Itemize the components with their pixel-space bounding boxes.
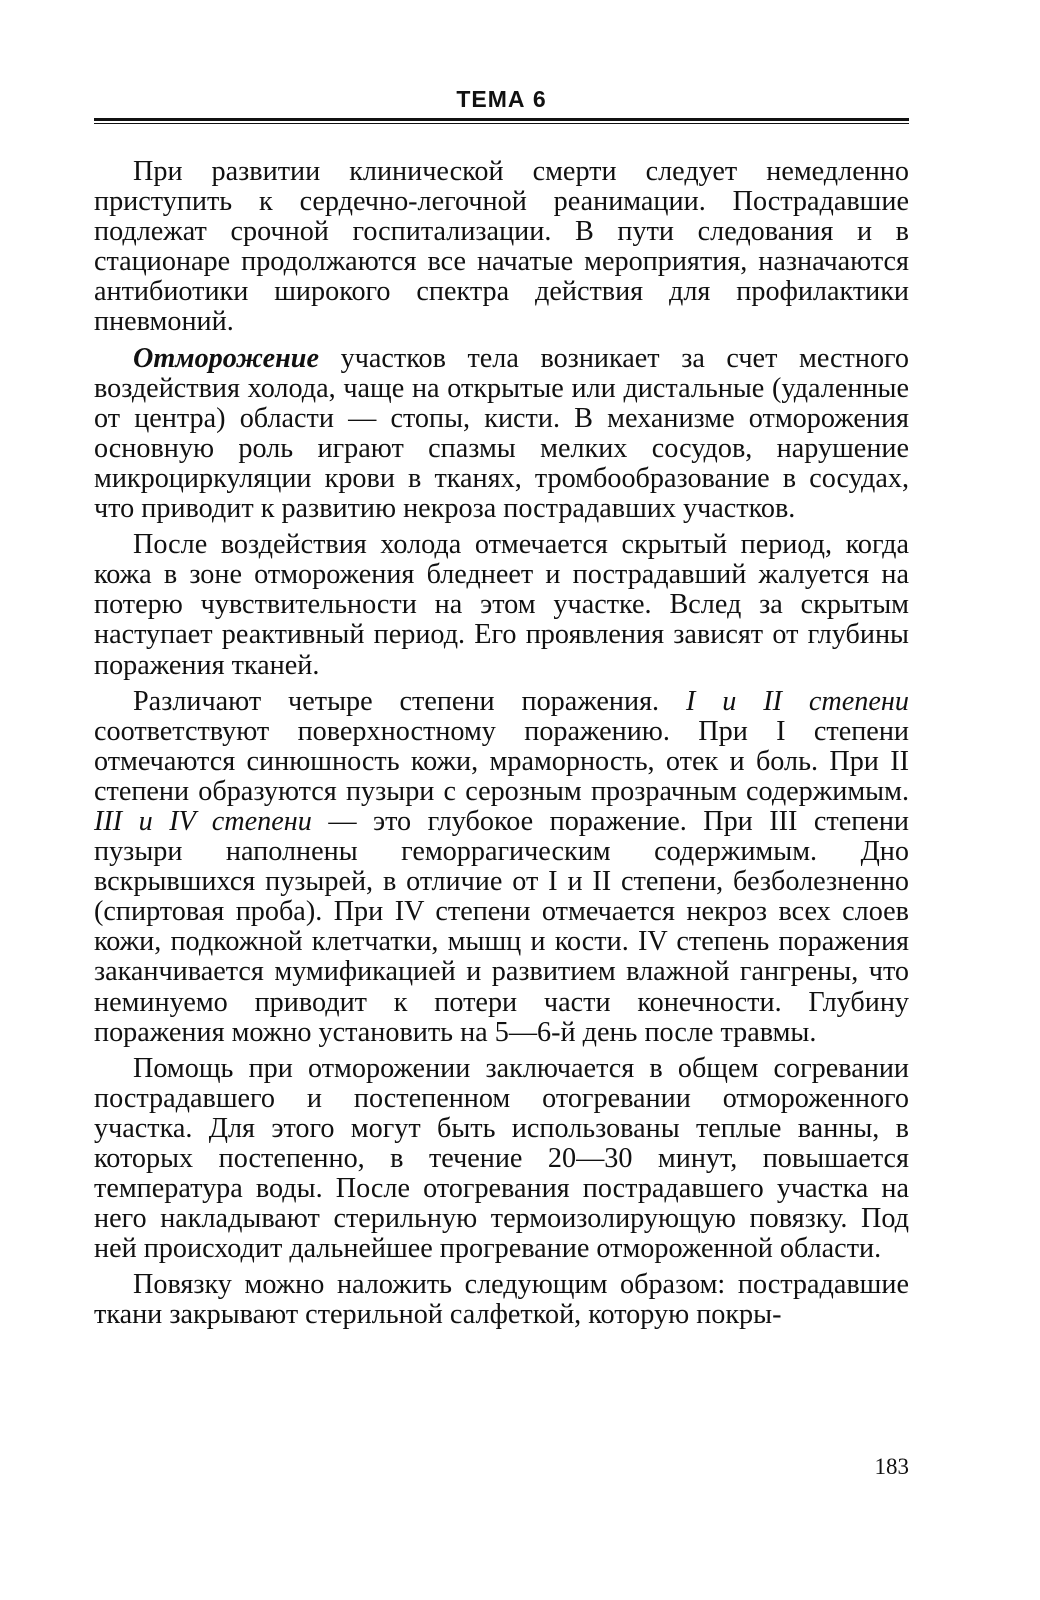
book-page [94,0,909,1600]
page-number: 183 [874,1454,909,1479]
paragraph-text: Помощь при отморожении заключается в общем согревании пострадавшего и постепенном отогревании отмороженного участка. Для этого могут быть использованы теплые ванны, в которых постепенно, в течение 20—30 минут, повышается температура воды. После отогревания пострадавшего участка на него накладывают стерильную термоизолирующую повязку. Под ней происходит дальнейшее прогревание отмороженной области. [94,1052,909,1265]
paragraph-text: После воздействия холода отмечается скрытый период, когда кожа в зоне отморожения бледнеет и пострадавший жалуется на потерю чувствительности на этом участке. Вслед за скрытым наступает реактивный период. Его проявления зависят от глубины поражения тканей. [94,529,909,681]
paragraph-text: соответствуют поверхностному поражению. При I степени отмечаются синюшность кожи, мраморность, отек и боль. При II степени образуются пузыри с серозным прозрачным содержимым. [94,715,909,807]
body-text [94,157,909,1331]
header-rule-thick [94,118,909,121]
paragraph-3 [94,530,909,680]
paragraph-4 [94,687,909,1048]
term-frostbite: Отморожение [133,342,319,374]
paragraph-2 [94,344,909,525]
paragraph-1 [94,157,909,338]
paragraph-text: участков тела возникает за счет местного воздействия холода, чаще на открытые или дистальные (удаленные от центра) области — стопы, кисти. В механизме отморожения основную роль играют спазмы мелких сосудов, нарушение микроциркуляции крови в тканях, тромбообразование в сосудах, что приводит к развитию некроза пострадавших участков. [94,342,909,525]
running-header: ТЕМА 6 [456,86,547,112]
paragraph-6 [94,1270,909,1330]
paragraph-text: — это глубокое поражение. При III степени пузыри наполнены геморрагическим содержимым. Дно вскрывшихся пузырей, в отличие от I и II степени, безболезненно (спиртовая проба). При IV степени отмечается некроз всех слоев кожи, подкожной клетчатки, мышц и кости. IV степень поражения заканчивается мумификацией и развитием влажной гангрены, что неминуемо приводит к потери части конечности. Глубину поражения можно установить на 5—6-й день после травмы. [94,805,909,1048]
paragraph-text: Различают четыре степени поражения. [133,685,686,717]
paragraph-5 [94,1054,909,1265]
paragraph-text: Повязку можно наложить следующим образом: пострадавшие ткани закрывают стерильной салфеткой, которую покры- [94,1269,909,1331]
degrees-1-2-term: I и II степени [685,685,909,717]
paragraph-text: При развитии клинической смерти следует немедленно приступить к сердечно-легочной реанимации. Пострадавшие подлежат срочной госпитализации. В пути следования и в стационаре продолжаются все начатые мероприятия, назначаются антибиотики широкого спектра действия для профилактики пневмоний. [94,156,909,338]
degrees-3-4-term: III и IV степени [94,805,312,837]
header-rule-thin [94,123,909,124]
